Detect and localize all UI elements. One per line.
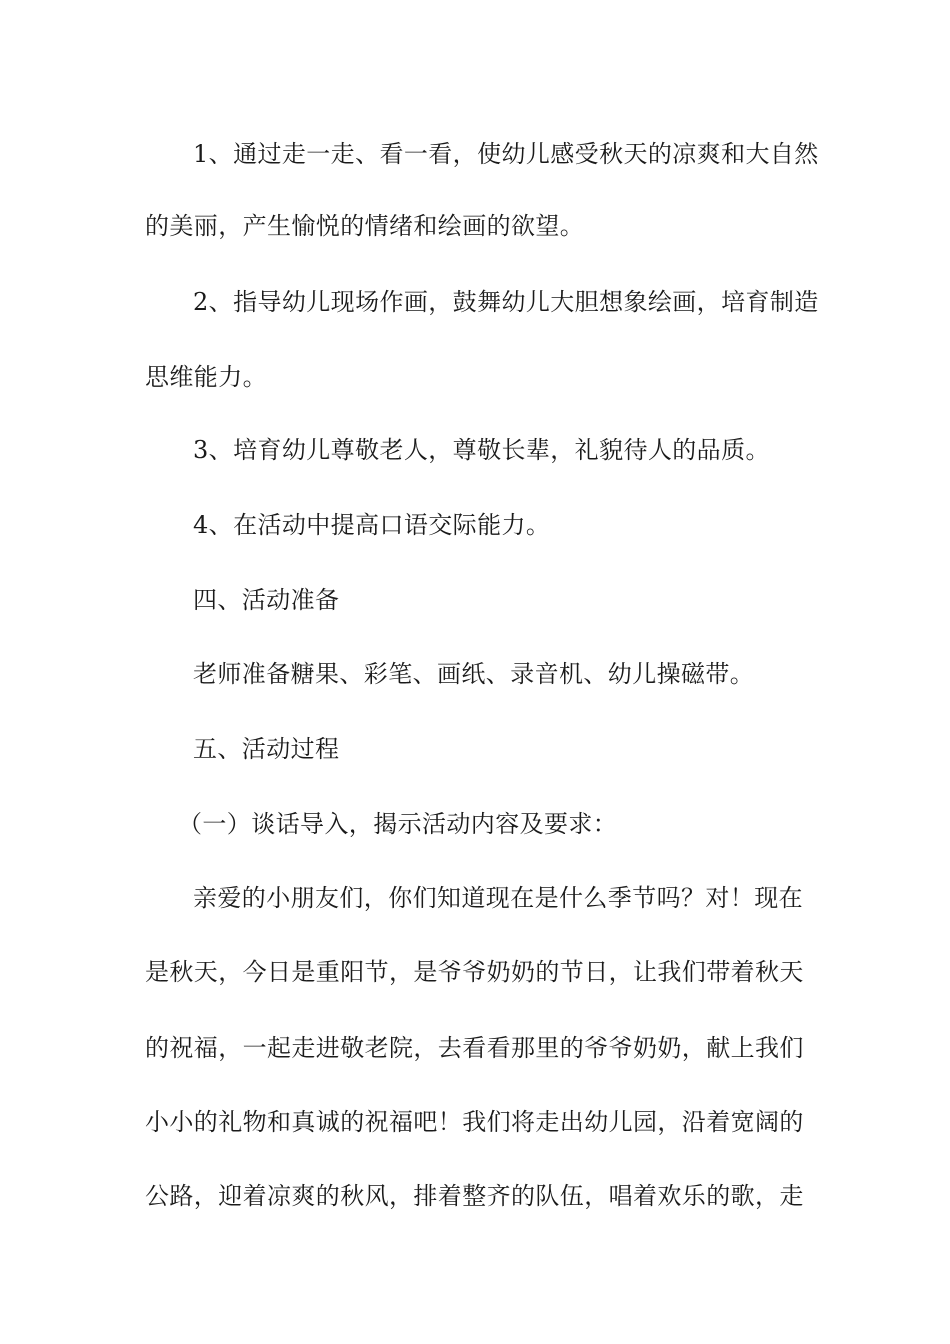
subsection-heading-intro: （一）谈话导入，揭示活动内容及要求： [178, 810, 618, 838]
paragraph-goal-4: 4、在活动中提高口语交际能力。 [193, 511, 551, 539]
paragraph-intro-line-4: 小小的礼物和真诚的祝福吧！我们将走出幼儿园，沿着宽阔的 [145, 1108, 804, 1136]
paragraph-goal-1-line-1: 1、通过走一走、看一看，使幼儿感受秋天的凉爽和大自然 [193, 140, 819, 168]
paragraph-intro-line-5: 公路，迎着凉爽的秋风，排着整齐的队伍，唱着欢乐的歌，走 [145, 1182, 804, 1210]
paragraph-goal-2-line-1: 2、指导幼儿现场作画，鼓舞幼儿大胆想象绘画，培育制造 [193, 288, 819, 316]
paragraph-goal-3: 3、培育幼儿尊敬老人，尊敬长辈，礼貌待人的品质。 [193, 436, 770, 464]
paragraph-intro-line-1: 亲爱的小朋友们，你们知道现在是什么季节吗？对！现在 [193, 884, 803, 912]
paragraph-goal-2-line-2: 思维能力。 [145, 363, 267, 391]
section-heading-preparation: 四、活动准备 [193, 586, 340, 614]
section-heading-process: 五、活动过程 [193, 735, 340, 763]
paragraph-intro-line-2: 是秋天，今日是重阳节，是爷爷奶奶的节日，让我们带着秋天 [145, 958, 804, 986]
paragraph-goal-1-line-2: 的美丽，产生愉悦的情绪和绘画的欲望。 [145, 212, 585, 240]
paragraph-intro-line-3: 的祝福，一起走进敬老院，去看看那里的爷爷奶奶，献上我们 [145, 1034, 804, 1062]
paragraph-preparation: 老师准备糖果、彩笔、画纸、录音机、幼儿操磁带。 [193, 660, 755, 688]
